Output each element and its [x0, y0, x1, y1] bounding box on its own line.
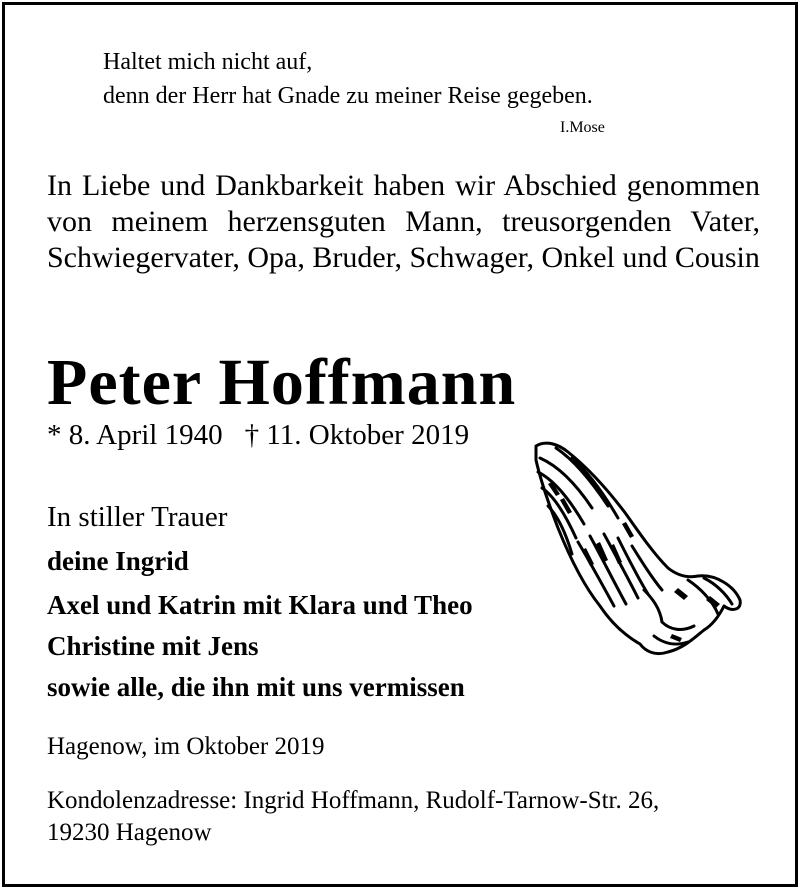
place-date: Hagenow, im Oktober 2019 [47, 733, 325, 760]
quote-line-1: Haltet mich nicht auf, [103, 49, 313, 75]
praying-hands-icon [528, 438, 744, 660]
condolence-address-line-2: 19230 Hagenow [47, 819, 212, 846]
mourner-line: Christine mit Jens [47, 631, 259, 661]
birth-date: * 8. April 1940 [47, 419, 223, 451]
condolence-address-line-1: Kondolenzadresse: Ingrid Hoffmann, Rudolf-Tarnow-Str. 26, [47, 787, 660, 814]
life-dates [47, 419, 469, 452]
mourner-line: sowie alle, die ihn mit uns vermissen [47, 672, 465, 702]
obituary-card [2, 2, 798, 887]
mourning-label: In stiller Trauer [47, 501, 228, 533]
death-date: † 11. Oktober 2019 [244, 419, 470, 451]
intro-text: In Liebe und Dankbarkeit haben wir Abschied genommen von meinem herzensguten Mann, treusorgenden Vater, Schwiegervater, Opa, Bruder, Schwager, Onkel und Cousin [47, 169, 760, 274]
mourner-line: deine Ingrid [47, 546, 189, 576]
quote-source: I.Mose [560, 119, 605, 136]
mourner-line: Axel und Katrin mit Klara und Theo [47, 590, 473, 620]
quote-line-2: denn der Herr hat Gnade zu meiner Reise gegeben. [103, 83, 593, 109]
deceased-name: Peter Hoffmann [47, 346, 517, 419]
